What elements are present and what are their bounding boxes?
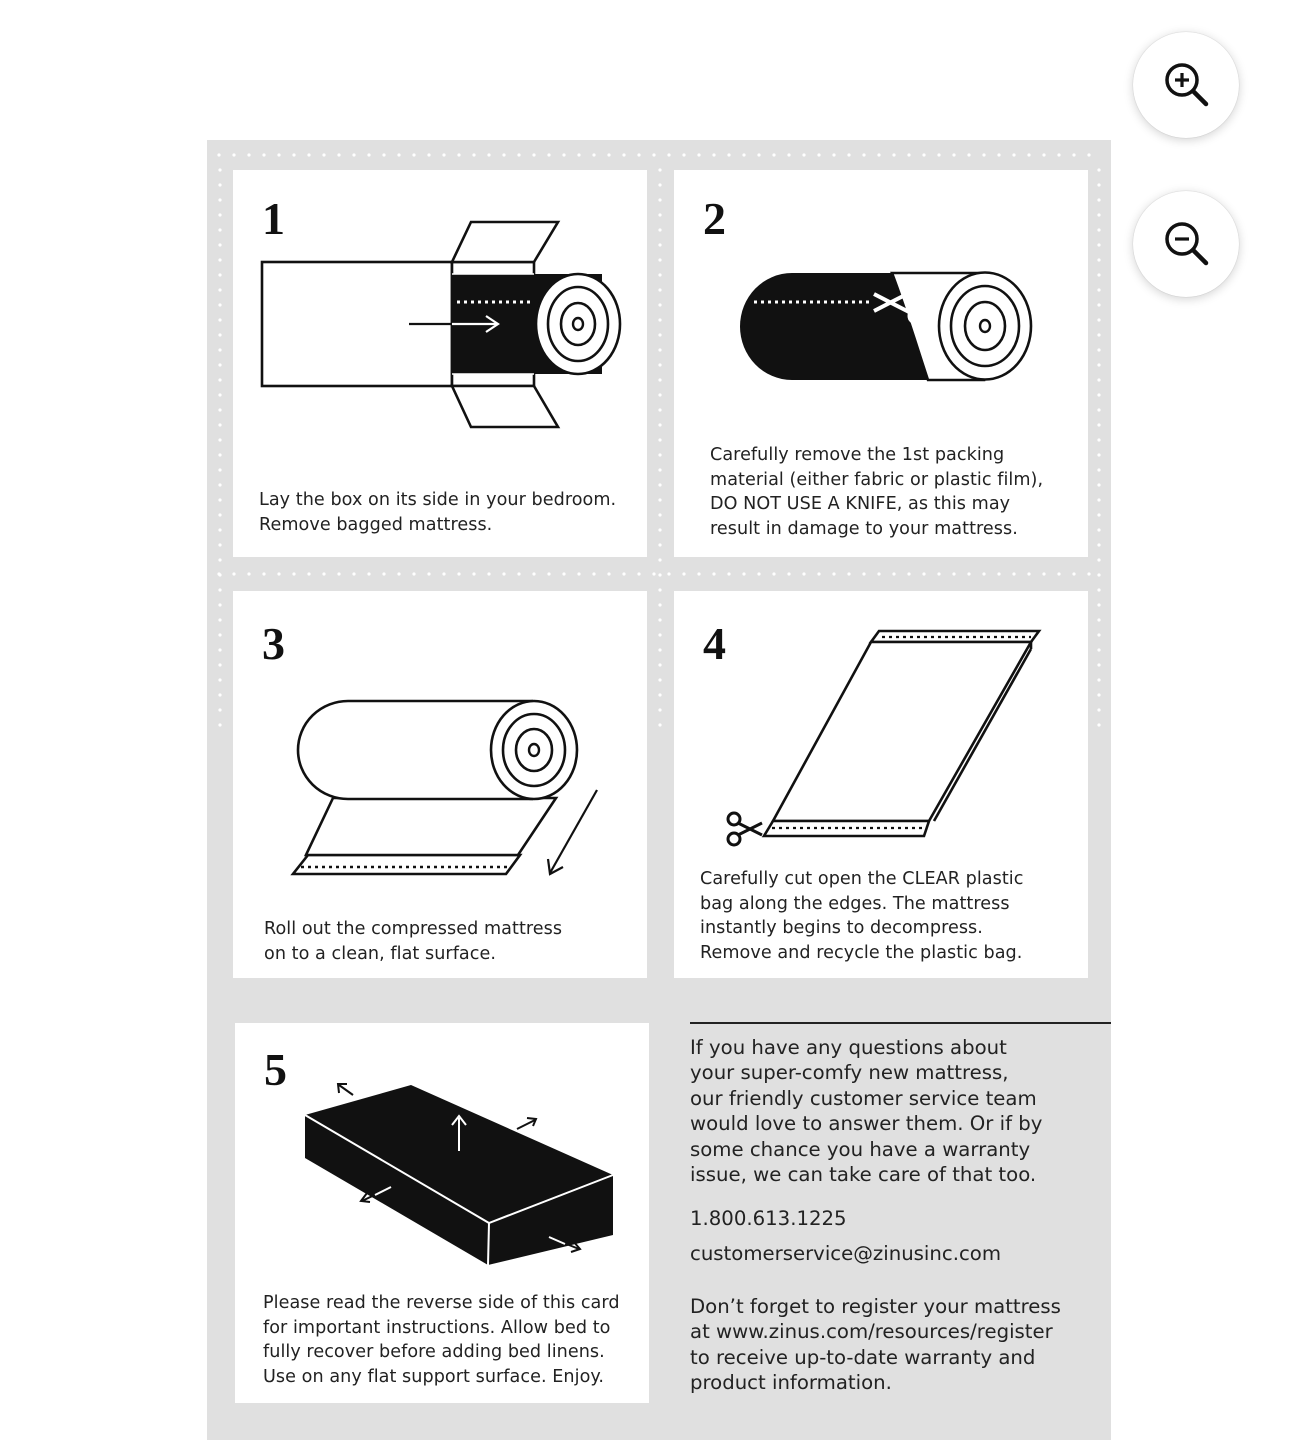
step-1-number: 1 [262, 193, 285, 244]
perforation-dot [1097, 243, 1100, 246]
perforation-dot [262, 153, 265, 156]
perforation-dot [502, 153, 505, 156]
perforation-dot [658, 483, 661, 486]
perforation-dot [658, 243, 661, 246]
perforation-dot [1027, 153, 1030, 156]
perforation-dot [427, 572, 430, 575]
perforation-dot [622, 153, 625, 156]
perforation-dot [658, 318, 661, 321]
perforation-dot [218, 228, 221, 231]
perforation-dot [922, 572, 925, 575]
perforation-dot [592, 153, 595, 156]
perforation-dot [217, 153, 220, 156]
perforation-dot [982, 153, 985, 156]
perforation-dot [1097, 423, 1100, 426]
email-address[interactable]: customerservice@zinusinc.com [690, 1242, 1002, 1265]
perforation-dot [218, 573, 221, 576]
perforation-dot [772, 572, 775, 575]
perforation-dot [862, 153, 865, 156]
perforation-dot [1097, 528, 1100, 531]
perforation-dot [218, 288, 221, 291]
perforation-dot [658, 618, 661, 621]
perforation-dot [757, 572, 760, 575]
perforation-dot [247, 572, 250, 575]
perforation-dot [218, 588, 221, 591]
perforation-dot [502, 572, 505, 575]
perforation-dot [1097, 183, 1100, 186]
perforation-dot [442, 153, 445, 156]
perforation-dot [247, 153, 250, 156]
perforation-dot [658, 303, 661, 306]
perforation-dot [952, 572, 955, 575]
perforation-dot [658, 528, 661, 531]
perforation-dot [682, 153, 685, 156]
perforation-dot [742, 572, 745, 575]
perforation-dot [892, 572, 895, 575]
perforation-dot [967, 153, 970, 156]
perforation-dot [658, 333, 661, 336]
perforation-dot [472, 153, 475, 156]
perforation-dot [577, 572, 580, 575]
perforation-dot [218, 258, 221, 261]
step-5-panel [235, 1023, 649, 1403]
perforation-dot [1097, 303, 1100, 306]
step-4-caption: Carefully cut open the CLEAR plastic bag along the edges. The mattress instantly begins to decompress. Remove and recycle the plastic bag. [700, 869, 1024, 963]
perforation-dot [367, 572, 370, 575]
instruction-card [207, 140, 1111, 1440]
perforation-dot [1097, 603, 1100, 606]
perforation-dot [1097, 483, 1100, 486]
perforation-dot [218, 603, 221, 606]
perforation-dot [547, 153, 550, 156]
customer-service-intro: If you have any questions about your super-comfy new mattress, our friendly customer service team would love to answer them. Or if by some chance you have a warranty issue, we can take care of that too. [690, 1036, 1043, 1187]
perforation-dot [218, 408, 221, 411]
perforation-dot [1097, 558, 1100, 561]
perforation-dot [1042, 572, 1045, 575]
perforation-dot [322, 572, 325, 575]
perforation-dot [322, 153, 325, 156]
perforation-dot [412, 572, 415, 575]
perforation-dot [658, 213, 661, 216]
perforation-dot [658, 678, 661, 681]
perforation-dot [658, 378, 661, 381]
perforation-dot [577, 153, 580, 156]
perforation-dot [1097, 663, 1100, 666]
perforation-dot [1012, 153, 1015, 156]
perforation-dot [218, 558, 221, 561]
perforation-dot [218, 318, 221, 321]
perforation-dot [218, 528, 221, 531]
perforation-dot [787, 153, 790, 156]
perforation-dot [532, 153, 535, 156]
registration-note: Don’t forget to register your mattress at www.zinus.com/resources/register to receive up-to-date warranty and product information. [690, 1295, 1061, 1395]
perforation-dot [218, 198, 221, 201]
perforation-dot [658, 348, 661, 351]
step-2-panel [674, 170, 1088, 557]
perforation-dot [292, 153, 295, 156]
perforation-dot [658, 228, 661, 231]
perforation-dot [658, 498, 661, 501]
step-2-caption: Carefully remove the 1st packing material (either fabric or plastic film), DO NOT USE A KNIFE, as this may result in damage to your mattress. [710, 445, 1044, 539]
perforation-dot [697, 153, 700, 156]
perforation-dot [877, 572, 880, 575]
perforation-dot [952, 153, 955, 156]
perforation-dot [517, 153, 520, 156]
perforation-dot [1097, 498, 1100, 501]
perforation-dot [658, 648, 661, 651]
perforation-dot [997, 572, 1000, 575]
perforation-dot [847, 153, 850, 156]
perforation-dot [1097, 393, 1100, 396]
step-3-caption: Roll out the compressed mattress on to a clean, flat surface. [264, 919, 563, 964]
perforation-dot [1097, 438, 1100, 441]
perforation-dot [658, 573, 661, 576]
perforation-dot [658, 663, 661, 666]
perforation-dot [658, 693, 661, 696]
perforation-dot [967, 572, 970, 575]
perforation-dot [1097, 618, 1100, 621]
perforation-dot [907, 153, 910, 156]
perforation-dot [218, 348, 221, 351]
perforation-dot [1097, 363, 1100, 366]
perforation-dot [1097, 378, 1100, 381]
perforation-dot [218, 693, 221, 696]
perforation-dot [218, 633, 221, 636]
zoom-in-icon [1161, 60, 1211, 110]
perforation-dot [397, 153, 400, 156]
perforation-dot [802, 572, 805, 575]
perforation-dot [307, 572, 310, 575]
perforation-dot [292, 572, 295, 575]
perforation-dot [847, 572, 850, 575]
perforation-dot [397, 572, 400, 575]
perforation-dot [218, 708, 221, 711]
perforation-dot [658, 588, 661, 591]
perforation-dot [652, 153, 655, 156]
perforation-dot [218, 168, 221, 171]
perforation-dot [457, 153, 460, 156]
perforation-dot [658, 438, 661, 441]
perforation-dot [832, 572, 835, 575]
perforation-dot [658, 453, 661, 456]
step-2-number: 2 [703, 193, 726, 244]
perforation-dot [1097, 333, 1100, 336]
perforation-dot [922, 153, 925, 156]
perforation-dot [218, 423, 221, 426]
perforation-dot [1072, 572, 1075, 575]
perforation-dot [742, 153, 745, 156]
zoom-out-icon [1161, 219, 1211, 269]
perforation-dot [307, 153, 310, 156]
perforation-dot [817, 153, 820, 156]
perforation-dot [487, 572, 490, 575]
scissors-icon [728, 813, 762, 845]
perforation-dot [472, 572, 475, 575]
perforation-dot [1097, 213, 1100, 216]
perforation-dot [637, 572, 640, 575]
perforation-dot [892, 153, 895, 156]
perforation-dot [218, 183, 221, 186]
perforation-dot [367, 153, 370, 156]
perforation-dot [712, 572, 715, 575]
perforation-dot [218, 618, 221, 621]
perforation-dot [1097, 513, 1100, 516]
perforation-dot [1097, 693, 1100, 696]
perforation-dot [1097, 633, 1100, 636]
perforation-dot [218, 243, 221, 246]
perforation-dot [218, 723, 221, 726]
perforation-dot [787, 572, 790, 575]
perforation-dot [697, 572, 700, 575]
perforation-dot [218, 453, 221, 456]
step-3-number: 3 [262, 618, 285, 669]
perforation-dot [727, 153, 730, 156]
perforation-dot [517, 572, 520, 575]
zoom-out-button[interactable] [1133, 191, 1239, 297]
perforation-dot [658, 558, 661, 561]
perforation-dot [658, 363, 661, 366]
perforation-dot [1087, 153, 1090, 156]
perforation-dot [412, 153, 415, 156]
perforation-dot [1072, 153, 1075, 156]
perforation-dot [218, 543, 221, 546]
perforation-dot [277, 153, 280, 156]
perforation-dot [757, 153, 760, 156]
perforation-dot [1097, 168, 1100, 171]
perforation-dot [1057, 572, 1060, 575]
perforation-dot [622, 572, 625, 575]
perforation-dot [607, 572, 610, 575]
perforation-dot [218, 393, 221, 396]
perforation-dot [1057, 153, 1060, 156]
perforation-dot [862, 572, 865, 575]
perforation-dot [218, 363, 221, 366]
perforation-dot [562, 572, 565, 575]
perforation-dot [382, 572, 385, 575]
perforation-dot [658, 183, 661, 186]
perforation-dot [1087, 572, 1090, 575]
perforation-dot [457, 572, 460, 575]
perforation-dot [218, 513, 221, 516]
perforation-dot [218, 333, 221, 336]
perforation-dot [802, 153, 805, 156]
perforation-dot [218, 663, 221, 666]
perforation-dot [997, 153, 1000, 156]
perforation-dot [218, 483, 221, 486]
perforation-dot [218, 498, 221, 501]
perforation-dot [658, 513, 661, 516]
perforation-dot [442, 572, 445, 575]
perforation-dot [982, 572, 985, 575]
perforation-dot [337, 153, 340, 156]
perforation-dot [727, 572, 730, 575]
perforation-dot [427, 153, 430, 156]
perforation-dot [712, 153, 715, 156]
perforation-dot [658, 723, 661, 726]
perforation-dot [1042, 153, 1045, 156]
perforation-dot [547, 572, 550, 575]
perforation-dot [1097, 678, 1100, 681]
perforation-dot [1097, 588, 1100, 591]
info-divider [690, 1022, 1111, 1024]
perforation-dot [1097, 288, 1100, 291]
perforation-dot [1097, 543, 1100, 546]
step-4-panel [674, 591, 1088, 978]
perforation-dot [658, 708, 661, 711]
perforation-dot [1012, 572, 1015, 575]
perforation-dot [1097, 648, 1100, 651]
perforation-dot [1097, 228, 1100, 231]
perforation-dot [382, 153, 385, 156]
perforation-dot [652, 572, 655, 575]
perforation-dot [658, 393, 661, 396]
step-1-panel [233, 170, 647, 557]
perforation-dot [877, 153, 880, 156]
perforation-dot [658, 603, 661, 606]
perforation-dot [1027, 572, 1030, 575]
perforation-dot [607, 153, 610, 156]
perforation-dot [218, 213, 221, 216]
step-5-number: 5 [264, 1044, 287, 1095]
perforation-dot [1097, 453, 1100, 456]
perforation-dot [1097, 258, 1100, 261]
perforation-dot [937, 572, 940, 575]
perforation-dot [218, 378, 221, 381]
perforation-dot [1097, 273, 1100, 276]
perforation-dot [658, 168, 661, 171]
perforation-dot [218, 468, 221, 471]
perforation-dot [682, 572, 685, 575]
perforation-dot [658, 543, 661, 546]
step-3-panel [233, 591, 647, 978]
perforation-dot [907, 572, 910, 575]
perforation-dot [937, 153, 940, 156]
perforation-dot [658, 288, 661, 291]
perforation-dot [352, 153, 355, 156]
perforation-dot [658, 423, 661, 426]
perforation-dot [1097, 318, 1100, 321]
perforation-dot [1097, 468, 1100, 471]
perforation-dot [658, 258, 661, 261]
perforation-dot [658, 198, 661, 201]
perforation-dot [658, 273, 661, 276]
perforation-dot [352, 572, 355, 575]
perforation-dot [532, 572, 535, 575]
perforation-dot [772, 153, 775, 156]
perforation-dot [277, 572, 280, 575]
perforation-dot [667, 572, 670, 575]
perforation-dot [817, 572, 820, 575]
perforation-dot [658, 408, 661, 411]
perforation-dot [1097, 708, 1100, 711]
zoom-in-button[interactable] [1133, 32, 1239, 138]
perforation-dot [592, 572, 595, 575]
perforation-dot [832, 153, 835, 156]
perforation-dot [637, 153, 640, 156]
step-4-number: 4 [703, 618, 726, 669]
perforation-dot [1097, 723, 1100, 726]
perforation-dot [232, 572, 235, 575]
perforation-dot [218, 438, 221, 441]
perforation-dot [487, 153, 490, 156]
perforation-dot [218, 648, 221, 651]
perforation-dot [658, 468, 661, 471]
perforation-dot [337, 572, 340, 575]
perforation-dot [232, 153, 235, 156]
perforation-dot [1097, 573, 1100, 576]
perforation-dot [218, 273, 221, 276]
step-5-caption: Please read the reverse side of this card for important instructions. Allow bed to fully recover before adding bed linens. Use on any flat support surface. Enjoy. [263, 1293, 620, 1387]
perforation-dot [218, 303, 221, 306]
perforation-dot [218, 678, 221, 681]
perforation-dot [1097, 348, 1100, 351]
perforation-dot [667, 153, 670, 156]
step-1-caption: Lay the box on its side in your bedroom. Remove bagged mattress. [259, 490, 617, 535]
perforation-dot [1097, 408, 1100, 411]
perforation-dot [262, 572, 265, 575]
phone-number[interactable]: 1.800.613.1225 [690, 1207, 847, 1230]
perforation-dot [562, 153, 565, 156]
perforation-dot [1097, 198, 1100, 201]
perforation-dot [658, 633, 661, 636]
